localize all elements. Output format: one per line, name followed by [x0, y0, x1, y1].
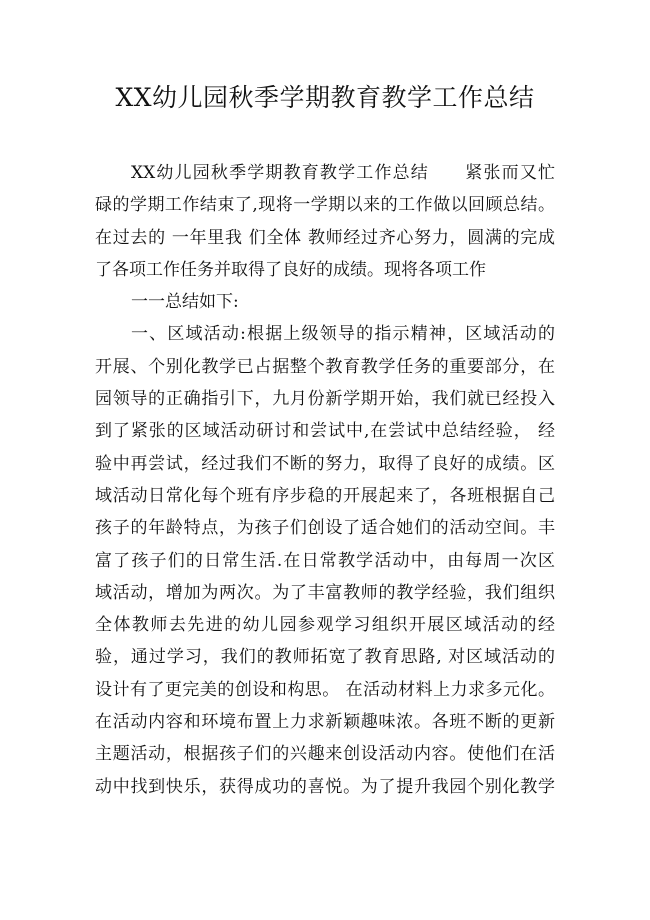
paragraph-line: 孩子的年龄特点，为孩子们创设了适合她们的活动空间。丰 — [95, 518, 555, 539]
paragraph-line: 了各项工作任务并取得了良好的成绩。现将各项工作 — [95, 259, 486, 280]
paragraph-line: 设计有了更完美的创设和构思。 在活动材料上力求多元化。 — [95, 679, 555, 700]
paragraph-line: 验，通过学习，我们的教师拓宽了教育思路, 对区域活动的 — [95, 647, 555, 668]
paragraph-line: 到了紧张的区域活动研讨和尝试中,在尝试中总结经验， 经 — [95, 421, 555, 442]
paragraph-line: 域活动，增加为两次。为了丰富教师的教学经验，我们组织 — [95, 582, 555, 603]
paragraph-line: 主题活动，根据孩子们的兴趣来创设活动内容。使他们在活 — [95, 744, 555, 765]
paragraph-line: 全体教师去先进的幼儿园参观学习组织开展区域活动的经 — [95, 615, 555, 636]
document-title: XX幼儿园秋季学期教育教学工作总结 — [115, 83, 535, 112]
paragraph-line: 开展、个别化教学已占据整个教育教学任务的重要部分，在 — [95, 356, 555, 377]
paragraph-line: 碌的学期工作结束了,现将一学期以来的工作做以回顾总结。 — [95, 195, 555, 216]
paragraph-line: 验中再尝试，经过我们不断的努力，取得了良好的成绩。区 — [95, 453, 555, 474]
paragraph-line: 一、区域活动:根据上级领导的指示精神，区域活动的 — [131, 324, 555, 345]
paragraph-line: 园领导的正确指引下，九月份新学期开始，我们就已经投入 — [95, 389, 555, 410]
document-body — [95, 157, 555, 803]
paragraph-line: 域活动日常化每个班有序步稳的开展起来了，各班根据自己 — [95, 485, 555, 506]
paragraph-line: 动中找到快乐，获得成功的喜悦。为了提升我园个别化教学 — [95, 776, 555, 797]
paragraph-line: 在过去的 一年里我 们全体 教师经过齐心努力，圆满的完成 — [95, 227, 555, 248]
paragraph-line: 在活动内容和环境布置上力求新颖趣味浓。各班不断的更新 — [95, 712, 555, 733]
paragraph-line: 一一总结如下: — [131, 292, 239, 313]
paragraph-line: 富了孩子们的日常生活.在日常教学活动中，由每周一次区 — [95, 550, 555, 571]
paragraph-line: XX幼儿园秋季学期教育教学工作总结 紧张而又忙 — [131, 163, 555, 183]
